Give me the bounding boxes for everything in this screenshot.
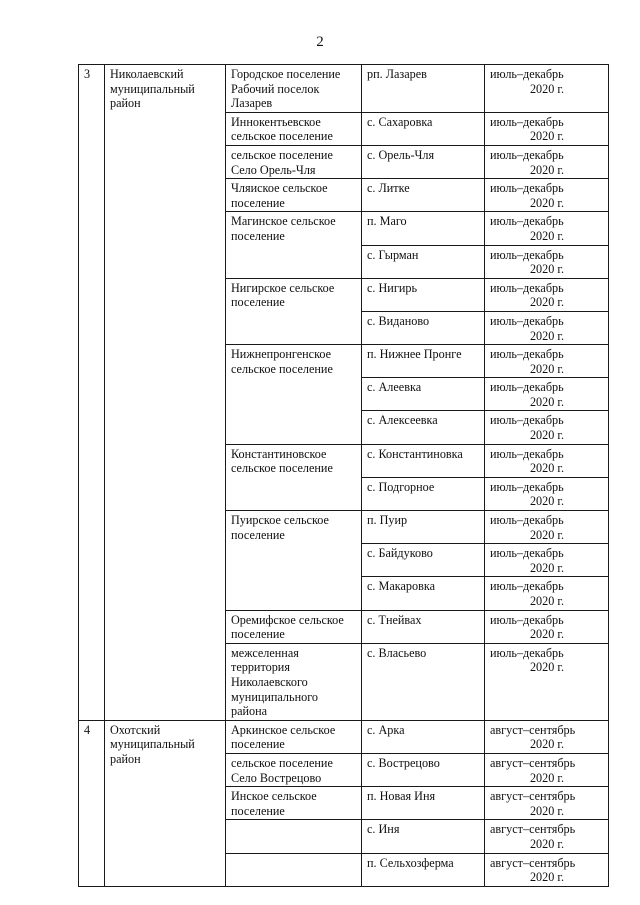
settlement-name: Аркинское сельское поселение (226, 720, 362, 753)
settlement-name: Городское поселение Рабочий поселок Лазарев (226, 65, 362, 113)
period-cell (485, 345, 609, 378)
period-year: 2020 г. (529, 560, 565, 575)
period-cell (485, 787, 609, 820)
location-name: с. Алеевка (362, 378, 485, 411)
location-name: с. Алексеевка (362, 411, 485, 444)
location-name: с. Власьево (362, 643, 485, 720)
settlement-name: Константиновское сельское поселение (226, 444, 362, 510)
period-months: июль–декабрь (490, 247, 564, 262)
period-months: июль–декабрь (490, 347, 564, 362)
period-year: 2020 г. (529, 162, 565, 177)
settlement-name: Нигирское сельское поселение (226, 278, 362, 344)
period-cell (485, 544, 609, 577)
period-cell (485, 444, 609, 477)
period-year: 2020 г. (529, 129, 565, 144)
period-months: август–сентябрь (490, 789, 576, 804)
period-months: июль–декабрь (490, 413, 564, 428)
settlement-name: Магинское сельское поселение (226, 212, 362, 278)
period-year: 2020 г. (529, 737, 565, 752)
period-months: июль–декабрь (490, 67, 564, 81)
settlement-name: сельское поселение Село Орель-Чля (226, 145, 362, 178)
period-months: август–сентябрь (490, 755, 576, 770)
period-months: июль–декабрь (490, 147, 564, 162)
period-cell (485, 65, 609, 113)
location-name: с. Орель-Чля (362, 145, 485, 178)
period-months: июль–декабрь (490, 214, 564, 229)
period-months: июль–декабрь (490, 446, 564, 461)
period-cell (485, 720, 609, 753)
period-cell (485, 753, 609, 786)
settlement-name (226, 820, 362, 853)
settlement-name: межселенная территория Николаевского муниципального района (226, 643, 362, 720)
period-cell (485, 577, 609, 610)
period-year: 2020 г. (529, 770, 565, 785)
period-cell (485, 610, 609, 643)
period-months: июль–декабрь (490, 579, 564, 594)
schedule-table (78, 64, 609, 887)
settlement-name: Оремифское сельское поселение (226, 610, 362, 643)
period-year: 2020 г. (529, 870, 565, 885)
period-year: 2020 г. (529, 295, 565, 310)
location-name: с. Макаровка (362, 577, 485, 610)
location-name: п. Сельхозферма (362, 853, 485, 886)
schedule-table-body (79, 65, 609, 887)
location-name: с. Арка (362, 720, 485, 753)
period-months: июль–декабрь (490, 612, 564, 627)
location-name: с. Подгорное (362, 477, 485, 510)
period-cell (485, 278, 609, 311)
period-months: июль–декабрь (490, 380, 564, 395)
period-cell (485, 411, 609, 444)
period-months: июль–декабрь (490, 280, 564, 295)
period-cell (485, 245, 609, 278)
period-months: июль–декабрь (490, 546, 564, 561)
period-months: июль–декабрь (490, 181, 564, 196)
period-cell (485, 311, 609, 344)
period-cell (485, 145, 609, 178)
location-name: с. Сахаровка (362, 112, 485, 145)
period-months: июль–декабрь (490, 313, 564, 328)
location-name: с. Гырман (362, 245, 485, 278)
location-name: рп. Лазарев (362, 65, 485, 113)
settlement-name: Чляиское сельское поселение (226, 179, 362, 212)
period-year: 2020 г. (529, 803, 565, 818)
table-row (79, 65, 609, 113)
period-year: 2020 г. (529, 527, 565, 542)
location-name: п. Новая Иня (362, 787, 485, 820)
period-year: 2020 г. (529, 328, 565, 343)
period-months: июль–декабрь (490, 479, 564, 494)
period-year: 2020 г. (529, 361, 565, 376)
period-cell (485, 511, 609, 544)
period-year: 2020 г. (529, 262, 565, 277)
location-name: с. Иня (362, 820, 485, 853)
period-cell (485, 853, 609, 886)
period-cell (485, 820, 609, 853)
period-year: 2020 г. (529, 428, 565, 443)
location-name: п. Маго (362, 212, 485, 245)
district-name: Николаевский муниципальный район (105, 65, 226, 721)
table-row (79, 720, 609, 753)
settlement-name: Нижнепронгенское сельское поселение (226, 345, 362, 445)
location-name: с. Нигирь (362, 278, 485, 311)
period-year: 2020 г. (529, 461, 565, 476)
settlement-name: Иннокентьевское сельское поселение (226, 112, 362, 145)
location-name: с. Литке (362, 179, 485, 212)
location-name: с. Вострецово (362, 753, 485, 786)
period-year: 2020 г. (529, 594, 565, 608)
period-year: 2020 г. (529, 81, 565, 96)
district-number: 4 (79, 720, 105, 886)
period-year: 2020 г. (529, 660, 565, 675)
period-months: июль–декабрь (490, 645, 564, 660)
settlement-name: Инское сельское поселение (226, 787, 362, 820)
page-number: 2 (316, 34, 324, 50)
period-year: 2020 г. (529, 228, 565, 243)
district-name: Охотский муниципальный район (105, 720, 226, 886)
location-name: с. Виданово (362, 311, 485, 344)
settlement-name: Пуирское сельское поселение (226, 511, 362, 611)
period-months: июль–декабрь (490, 513, 564, 528)
period-year: 2020 г. (529, 836, 565, 851)
period-cell (485, 212, 609, 245)
period-cell (485, 179, 609, 212)
period-year: 2020 г. (529, 195, 565, 210)
settlement-name (226, 853, 362, 886)
district-number: 3 (79, 65, 105, 721)
period-year: 2020 г. (529, 394, 565, 409)
period-cell (485, 643, 609, 720)
location-name: с. Тнейвах (362, 610, 485, 643)
period-cell (485, 378, 609, 411)
period-months: август–сентябрь (490, 822, 576, 837)
period-months: июль–декабрь (490, 114, 564, 129)
settlement-name: сельское поселение Село Вострецово (226, 753, 362, 786)
location-name: п. Нижнее Пронге (362, 345, 485, 378)
period-months: август–сентябрь (490, 722, 576, 737)
period-year: 2020 г. (529, 494, 565, 509)
location-name: с. Байдуково (362, 544, 485, 577)
period-months: август–сентябрь (490, 855, 576, 870)
period-year: 2020 г. (529, 627, 565, 642)
location-name: с. Константиновка (362, 444, 485, 477)
period-cell (485, 112, 609, 145)
location-name: п. Пуир (362, 511, 485, 544)
period-cell (485, 477, 609, 510)
